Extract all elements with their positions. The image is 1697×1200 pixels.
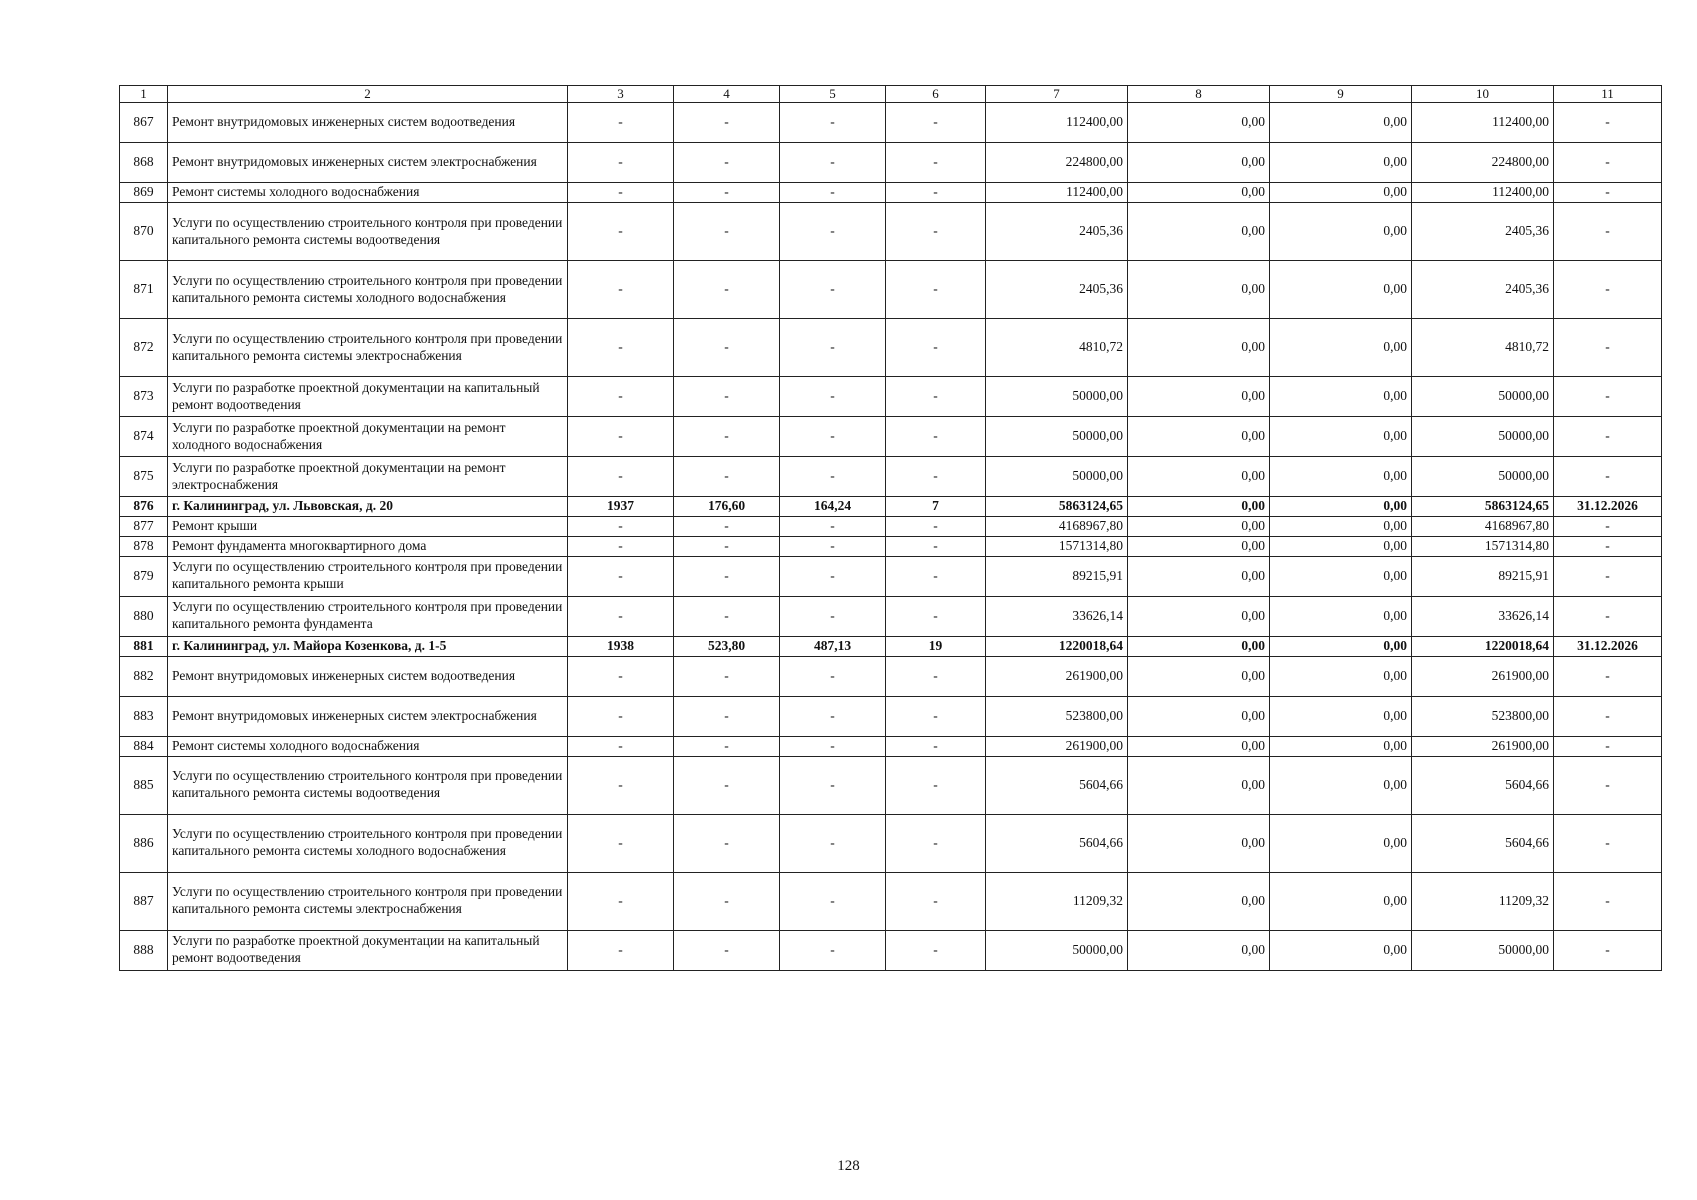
value-cell: 0,00 — [1270, 696, 1412, 736]
value-cell: - — [886, 596, 986, 636]
value-cell: - — [886, 417, 986, 457]
value-cell: - — [674, 377, 780, 417]
value-cell: - — [674, 656, 780, 696]
value-cell: 5604,66 — [986, 756, 1128, 814]
table-row — [120, 497, 1662, 517]
value-cell: 0,00 — [1270, 417, 1412, 457]
value-cell: 0,00 — [1128, 596, 1270, 636]
value-cell: 1571314,80 — [1412, 536, 1554, 556]
value-cell: 0,00 — [1270, 203, 1412, 261]
value-cell: 0,00 — [1128, 536, 1270, 556]
value-cell: - — [674, 814, 780, 872]
value-cell: - — [780, 596, 886, 636]
value-cell: - — [1554, 319, 1662, 377]
value-cell: 0,00 — [1270, 756, 1412, 814]
value-cell: - — [780, 556, 886, 596]
row-name-cell: Ремонт системы холодного водоснабжения — [168, 736, 568, 756]
value-cell: 0,00 — [1270, 536, 1412, 556]
row-name-cell: Услуги по осуществлению строительного контроля при проведении капитального ремонта фундамента — [168, 596, 568, 636]
value-cell: 0,00 — [1128, 517, 1270, 537]
value-cell: 1220018,64 — [986, 636, 1128, 656]
row-number-cell: 869 — [120, 183, 168, 203]
value-cell: 11209,32 — [1412, 872, 1554, 930]
value-cell: 0,00 — [1128, 814, 1270, 872]
value-cell: 0,00 — [1128, 319, 1270, 377]
value-cell: - — [886, 143, 986, 183]
column-header-2: 2 — [168, 86, 568, 103]
value-cell: 112400,00 — [1412, 103, 1554, 143]
value-cell: - — [568, 536, 674, 556]
table-row — [120, 736, 1662, 756]
value-cell: 4168967,80 — [986, 517, 1128, 537]
value-cell: 523800,00 — [986, 696, 1128, 736]
row-number-cell: 872 — [120, 319, 168, 377]
row-name-cell: Услуги по осуществлению строительного контроля при проведении капитального ремонта системы холодного водоснабжения — [168, 814, 568, 872]
row-number-cell: 886 — [120, 814, 168, 872]
column-number-header-row — [120, 86, 1662, 103]
value-cell: 4168967,80 — [1412, 517, 1554, 537]
table-row — [120, 656, 1662, 696]
value-cell: - — [886, 536, 986, 556]
row-name-cell: Ремонт внутридомовых инженерных систем электроснабжения — [168, 143, 568, 183]
row-name-cell: г. Калининград, ул. Львовская, д. 20 — [168, 497, 568, 517]
value-cell: - — [568, 517, 674, 537]
value-cell: - — [568, 183, 674, 203]
row-number-cell: 888 — [120, 930, 168, 970]
value-cell: - — [674, 736, 780, 756]
row-name-cell: Услуги по осуществлению строительного контроля при проведении капитального ремонта системы электроснабжения — [168, 872, 568, 930]
value-cell: - — [886, 103, 986, 143]
value-cell: - — [674, 261, 780, 319]
table-row — [120, 319, 1662, 377]
value-cell: 0,00 — [1128, 656, 1270, 696]
value-cell: - — [886, 656, 986, 696]
value-cell: 487,13 — [780, 636, 886, 656]
value-cell: 2405,36 — [986, 261, 1128, 319]
value-cell: - — [780, 930, 886, 970]
row-number-cell: 875 — [120, 457, 168, 497]
value-cell: 50000,00 — [1412, 377, 1554, 417]
value-cell: - — [674, 183, 780, 203]
value-cell: - — [674, 457, 780, 497]
value-cell: 1937 — [568, 497, 674, 517]
value-cell: - — [886, 756, 986, 814]
row-number-cell: 878 — [120, 536, 168, 556]
value-cell: 50000,00 — [1412, 417, 1554, 457]
value-cell: - — [674, 536, 780, 556]
value-cell: - — [780, 103, 886, 143]
column-header-9: 9 — [1270, 86, 1412, 103]
value-cell: 0,00 — [1270, 814, 1412, 872]
table-row — [120, 103, 1662, 143]
value-cell: 0,00 — [1270, 736, 1412, 756]
value-cell: - — [674, 103, 780, 143]
value-cell: 0,00 — [1270, 103, 1412, 143]
value-cell: 0,00 — [1128, 377, 1270, 417]
row-name-cell: Услуги по разработке проектной документации на капитальный ремонт водоотведения — [168, 377, 568, 417]
value-cell: - — [1554, 377, 1662, 417]
value-cell: 2405,36 — [1412, 203, 1554, 261]
row-number-cell: 885 — [120, 756, 168, 814]
value-cell: - — [674, 517, 780, 537]
value-cell: 0,00 — [1270, 930, 1412, 970]
value-cell: - — [1554, 596, 1662, 636]
row-number-cell: 880 — [120, 596, 168, 636]
row-number-cell: 871 — [120, 261, 168, 319]
value-cell: 0,00 — [1128, 183, 1270, 203]
value-cell: - — [780, 517, 886, 537]
value-cell: - — [568, 261, 674, 319]
value-cell: - — [568, 756, 674, 814]
value-cell: 112400,00 — [1412, 183, 1554, 203]
value-cell: 0,00 — [1128, 261, 1270, 319]
value-cell: - — [780, 319, 886, 377]
value-cell: 5863124,65 — [1412, 497, 1554, 517]
value-cell: 33626,14 — [986, 596, 1128, 636]
value-cell: 50000,00 — [986, 377, 1128, 417]
value-cell: 5863124,65 — [986, 497, 1128, 517]
table-row — [120, 596, 1662, 636]
page-number: 128 — [837, 1158, 860, 1174]
value-cell: 0,00 — [1270, 556, 1412, 596]
value-cell: - — [1554, 457, 1662, 497]
column-header-6: 6 — [886, 86, 986, 103]
row-name-cell: Услуги по осуществлению строительного контроля при проведении капитального ремонта крыши — [168, 556, 568, 596]
value-cell: 4810,72 — [1412, 319, 1554, 377]
value-cell: 4810,72 — [986, 319, 1128, 377]
value-cell: - — [568, 696, 674, 736]
value-cell: 261900,00 — [986, 736, 1128, 756]
row-number-cell: 879 — [120, 556, 168, 596]
value-cell: - — [886, 696, 986, 736]
value-cell: - — [886, 183, 986, 203]
value-cell: - — [674, 319, 780, 377]
row-number-cell: 884 — [120, 736, 168, 756]
table-body — [120, 103, 1662, 970]
value-cell: 50000,00 — [986, 417, 1128, 457]
table-row — [120, 517, 1662, 537]
value-cell: 0,00 — [1270, 377, 1412, 417]
value-cell: 1938 — [568, 636, 674, 656]
row-number-cell: 876 — [120, 497, 168, 517]
value-cell: 0,00 — [1128, 203, 1270, 261]
value-cell: 11209,32 — [986, 872, 1128, 930]
row-name-cell: Услуги по осуществлению строительного контроля при проведении капитального ремонта системы водоотведения — [168, 203, 568, 261]
column-header-7: 7 — [986, 86, 1128, 103]
value-cell: 0,00 — [1128, 497, 1270, 517]
value-cell: - — [780, 143, 886, 183]
value-cell: 2405,36 — [986, 203, 1128, 261]
value-cell: 5604,66 — [1412, 814, 1554, 872]
row-number-cell: 870 — [120, 203, 168, 261]
value-cell: 0,00 — [1128, 103, 1270, 143]
value-cell: 0,00 — [1128, 736, 1270, 756]
value-cell: - — [1554, 517, 1662, 537]
value-cell: - — [568, 417, 674, 457]
row-name-cell: Услуги по разработке проектной документации на капитальный ремонт водоотведения — [168, 930, 568, 970]
value-cell: - — [780, 536, 886, 556]
value-cell: - — [1554, 696, 1662, 736]
value-cell: - — [780, 203, 886, 261]
value-cell: 176,60 — [674, 497, 780, 517]
value-cell: 224800,00 — [1412, 143, 1554, 183]
row-number-cell: 873 — [120, 377, 168, 417]
row-number-cell: 887 — [120, 872, 168, 930]
value-cell: 0,00 — [1128, 636, 1270, 656]
value-cell: - — [1554, 536, 1662, 556]
value-cell: 0,00 — [1270, 497, 1412, 517]
value-cell: 19 — [886, 636, 986, 656]
value-cell: - — [886, 261, 986, 319]
value-cell: 0,00 — [1128, 556, 1270, 596]
column-header-10: 10 — [1412, 86, 1554, 103]
value-cell: - — [674, 417, 780, 457]
row-number-cell: 867 — [120, 103, 168, 143]
value-cell: 5604,66 — [986, 814, 1128, 872]
column-header-1: 1 — [120, 86, 168, 103]
value-cell: 0,00 — [1128, 696, 1270, 736]
value-cell: 0,00 — [1270, 319, 1412, 377]
table-row — [120, 417, 1662, 457]
value-cell: - — [1554, 736, 1662, 756]
table-row — [120, 261, 1662, 319]
value-cell: 112400,00 — [986, 183, 1128, 203]
value-cell: - — [1554, 656, 1662, 696]
value-cell: - — [568, 656, 674, 696]
value-cell: - — [886, 457, 986, 497]
table-row — [120, 203, 1662, 261]
value-cell: 0,00 — [1270, 183, 1412, 203]
table-row — [120, 183, 1662, 203]
value-cell: 50000,00 — [986, 930, 1128, 970]
value-cell: 523,80 — [674, 636, 780, 656]
value-cell: - — [780, 814, 886, 872]
value-cell: 0,00 — [1270, 457, 1412, 497]
value-cell: - — [674, 556, 780, 596]
value-cell: 50000,00 — [1412, 457, 1554, 497]
row-name-cell: Ремонт внутридомовых инженерных систем водоотведения — [168, 656, 568, 696]
value-cell: - — [1554, 417, 1662, 457]
value-cell: - — [780, 872, 886, 930]
row-number-cell: 874 — [120, 417, 168, 457]
value-cell: - — [568, 814, 674, 872]
value-cell: - — [568, 377, 674, 417]
table-row — [120, 143, 1662, 183]
column-header-4: 4 — [674, 86, 780, 103]
value-cell: - — [886, 872, 986, 930]
value-cell: 112400,00 — [986, 103, 1128, 143]
value-cell: 164,24 — [780, 497, 886, 517]
value-cell: - — [1554, 556, 1662, 596]
value-cell: - — [568, 872, 674, 930]
value-cell: 0,00 — [1270, 872, 1412, 930]
table-row — [120, 696, 1662, 736]
value-cell: - — [674, 930, 780, 970]
value-cell: 50000,00 — [986, 457, 1128, 497]
table-row — [120, 756, 1662, 814]
value-cell: - — [886, 377, 986, 417]
row-number-cell: 881 — [120, 636, 168, 656]
value-cell: - — [1554, 814, 1662, 872]
value-cell: 0,00 — [1128, 143, 1270, 183]
value-cell: 0,00 — [1128, 872, 1270, 930]
row-number-cell: 883 — [120, 696, 168, 736]
value-cell: 50000,00 — [1412, 930, 1554, 970]
value-cell: 7 — [886, 497, 986, 517]
value-cell: - — [886, 556, 986, 596]
value-cell: - — [1554, 930, 1662, 970]
row-name-cell: Ремонт внутридомовых инженерных систем электроснабжения — [168, 696, 568, 736]
value-cell: 33626,14 — [1412, 596, 1554, 636]
value-cell: - — [780, 417, 886, 457]
value-cell: 523800,00 — [1412, 696, 1554, 736]
value-cell: 0,00 — [1270, 636, 1412, 656]
row-name-cell: Услуги по разработке проектной документации на ремонт электроснабжения — [168, 457, 568, 497]
value-cell: - — [674, 203, 780, 261]
value-cell: 0,00 — [1270, 517, 1412, 537]
row-name-cell: Услуги по осуществлению строительного контроля при проведении капитального ремонта системы холодного водоснабжения — [168, 261, 568, 319]
value-cell: - — [780, 656, 886, 696]
table-row — [120, 377, 1662, 417]
value-cell: 0,00 — [1128, 457, 1270, 497]
row-name-cell: Ремонт крыши — [168, 517, 568, 537]
value-cell: - — [1554, 183, 1662, 203]
value-cell: - — [1554, 103, 1662, 143]
value-cell: - — [886, 517, 986, 537]
value-cell: 261900,00 — [1412, 736, 1554, 756]
row-name-cell: Услуги по осуществлению строительного контроля при проведении капитального ремонта системы водоотведения — [168, 756, 568, 814]
value-cell: 0,00 — [1270, 143, 1412, 183]
value-cell: - — [568, 319, 674, 377]
value-cell: 0,00 — [1128, 756, 1270, 814]
row-name-cell: Услуги по осуществлению строительного контроля при проведении капитального ремонта системы электроснабжения — [168, 319, 568, 377]
column-header-5: 5 — [780, 86, 886, 103]
value-cell: 1571314,80 — [986, 536, 1128, 556]
value-cell: - — [780, 756, 886, 814]
table-row — [120, 536, 1662, 556]
value-cell: 0,00 — [1128, 930, 1270, 970]
value-cell: - — [568, 556, 674, 596]
value-cell: - — [568, 143, 674, 183]
table-row — [120, 930, 1662, 970]
value-cell: - — [1554, 203, 1662, 261]
value-cell: - — [780, 457, 886, 497]
value-cell: 261900,00 — [986, 656, 1128, 696]
value-cell: - — [568, 596, 674, 636]
value-cell: - — [1554, 756, 1662, 814]
value-cell: - — [886, 319, 986, 377]
row-name-cell: Услуги по разработке проектной документации на ремонт холодного водоснабжения — [168, 417, 568, 457]
table-row — [120, 872, 1662, 930]
row-number-cell: 868 — [120, 143, 168, 183]
value-cell: 5604,66 — [1412, 756, 1554, 814]
value-cell: 224800,00 — [986, 143, 1128, 183]
value-cell: - — [780, 377, 886, 417]
table-row — [120, 556, 1662, 596]
value-cell: 89215,91 — [1412, 556, 1554, 596]
value-cell: 0,00 — [1270, 261, 1412, 319]
value-cell: 0,00 — [1128, 417, 1270, 457]
value-cell: - — [886, 736, 986, 756]
value-cell: - — [1554, 143, 1662, 183]
row-number-cell: 882 — [120, 656, 168, 696]
value-cell: - — [674, 143, 780, 183]
value-cell: - — [780, 736, 886, 756]
column-header-11: 11 — [1554, 86, 1662, 103]
value-cell: - — [780, 183, 886, 203]
value-cell: - — [674, 756, 780, 814]
value-cell: - — [674, 872, 780, 930]
column-header-3: 3 — [568, 86, 674, 103]
value-cell: - — [674, 696, 780, 736]
table-row — [120, 636, 1662, 656]
value-cell: - — [886, 930, 986, 970]
row-name-cell: Ремонт фундамента многоквартирного дома — [168, 536, 568, 556]
value-cell: - — [780, 261, 886, 319]
value-cell: - — [568, 736, 674, 756]
value-cell: - — [1554, 261, 1662, 319]
value-cell: 0,00 — [1270, 656, 1412, 696]
value-cell: 0,00 — [1270, 596, 1412, 636]
table-row — [120, 457, 1662, 497]
repair-program-table — [119, 85, 1662, 971]
value-cell: - — [568, 457, 674, 497]
table-row — [120, 814, 1662, 872]
value-cell: - — [780, 696, 886, 736]
value-cell: - — [886, 203, 986, 261]
column-header-8: 8 — [1128, 86, 1270, 103]
value-cell: - — [886, 814, 986, 872]
row-number-cell: 877 — [120, 517, 168, 537]
row-name-cell: Ремонт внутридомовых инженерных систем водоотведения — [168, 103, 568, 143]
value-cell: 31.12.2026 — [1554, 636, 1662, 656]
value-cell: - — [568, 203, 674, 261]
value-cell: 2405,36 — [1412, 261, 1554, 319]
row-name-cell: Ремонт системы холодного водоснабжения — [168, 183, 568, 203]
value-cell: - — [568, 103, 674, 143]
value-cell: - — [674, 596, 780, 636]
value-cell: 1220018,64 — [1412, 636, 1554, 656]
value-cell: 31.12.2026 — [1554, 497, 1662, 517]
value-cell: 261900,00 — [1412, 656, 1554, 696]
value-cell: - — [1554, 872, 1662, 930]
value-cell: - — [568, 930, 674, 970]
value-cell: 89215,91 — [986, 556, 1128, 596]
row-name-cell: г. Калининград, ул. Майора Козенкова, д. 1-5 — [168, 636, 568, 656]
